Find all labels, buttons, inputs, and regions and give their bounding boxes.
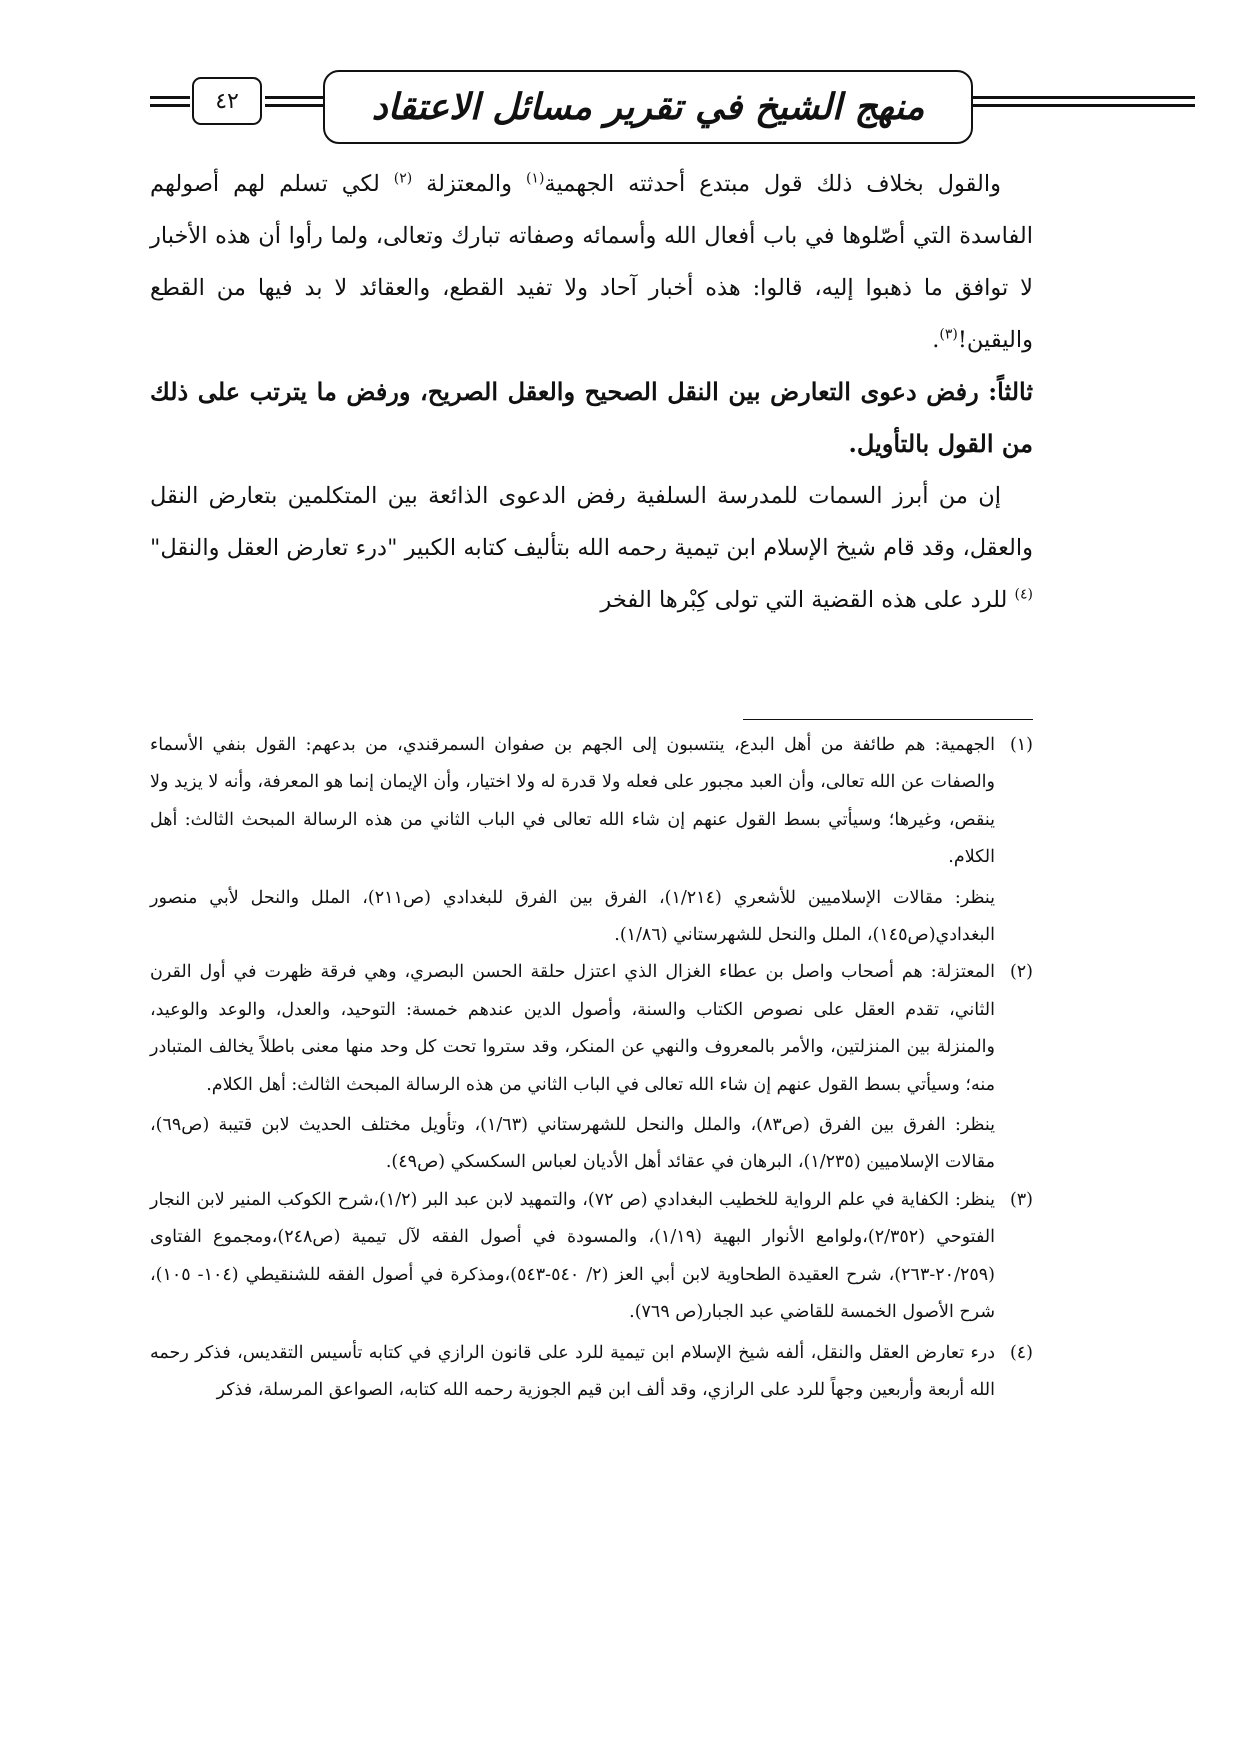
page-number: ٤٢: [192, 77, 262, 125]
header-rule: [973, 104, 1195, 107]
running-title: منهج الشيخ في تقرير مسائل الاعتقاد: [323, 70, 973, 144]
paragraph: إن من أبرز السمات للمدرسة السلفية رفض الدعوى الذائعة بين المتكلمين بتعارض النقل والعقل، وقد قام شيخ الإسلام ابن تيمية رحمه الله بتأليف كتابه الكبير "درء تعارض العقل والنقل"$^{(٤)}$ للرد على هذه القضية التي تولى كِبْرها الفخر: [150, 483, 1033, 613]
paragraph: والقول بخلاف ذلك قول مبتدع أحدثته الجهمية$^{(١)}$ والمعتزلة $^{(٢)}$ لكي تسلم لهم أصولهم الفاسدة التي أصّلوها في باب أفعال الله وأسمائه وصفاته تبارك وتعالى، ولما رأوا أن هذه الأخبار لا توافق ما ذهبوا إليه، قالوا: هذه أخبار آحاد ولا تفيد القطع، والعقائد لا بد فيها من القطع واليقين!$^{(٣)}$.: [150, 170, 1033, 353]
footnote-number: (١): [1009, 735, 1033, 755]
footnote-number: (٣): [1009, 1189, 1033, 1210]
footnote: [150, 1335, 1033, 1410]
header-rule: [973, 96, 1195, 99]
footnote-number: (٤): [1009, 1342, 1033, 1363]
footnote-text: المعتزلة: هم أصحاب واصل بن عطاء الغزال الذي اعتزل حلقة الحسن البصري، وهي فرقة ظهرت في أول القرن الثاني، تقدم العقل على نصوص الكتاب والسنة، وأصول الدين عندهم خمسة: التوحيد، والعدل، والوعد والوعيد، والمنزلة بين المنزلتين، والأمر بالمعروف والنهي عن المنكر، وقد ستروا تحت كل وحد منها معنى باطلاً يخالف المتبادر منه؛ وسيأتي بسط القول عنهم إن شاء الله تعالى في الباب الثاني من هذه الرسالة المبحث الثالث: أهل الكلام.: [150, 962, 995, 1095]
footnote-text: ينظر: مقالات الإسلاميين للأشعري (١/٢١٤)، الفرق بين الفرق للبغدادي (ص٢١١)، الملل والنحل لأبي منصور البغدادي(ص١٤٥)، الملل والنحل للشهرستاني (١/٨٦).: [150, 887, 995, 946]
footnote-number: (٢): [1009, 962, 1033, 983]
header-rule: [265, 96, 323, 99]
footnote: [150, 1182, 1033, 1332]
main-text: [150, 158, 1033, 626]
footnote-ref[interactable]: (٢): [393, 170, 413, 187]
footnote-ref[interactable]: (٣): [939, 326, 958, 343]
footnote-text: ينظر: الفرق بين الفرق (ص٨٣)، والملل والنحل للشهرستاني (١/٦٣)، وتأويل مختلف الحديث لابن قتيبة (ص٦٩)، مقالات الإسلاميين (١/٢٣٥)، البرهان في عقائد أهل الأديان لعباس السكسكي (ص٤٩).: [150, 1115, 996, 1173]
footnote-text: الجهمية: هم طائفة من أهل البدع، ينتسبون إلى الجهم بن صفوان السمرقندي، من بدعهم: القول بنفي الأسماء والصفات عن الله تعالى، وأن العبد مجبور على فعله ولا قدرة له ولا اختيار، وأن الإيمان إنما هو المعرفة، وأنه لا يزيد ولا ينقص، وغيرها؛ وسيأتي بسط القول عنهم إن شاء الله تعالى في الباب الثاني من هذه الرسالة المبحث الثالث: أهل الكلام.: [150, 735, 995, 868]
footnote: [150, 727, 1033, 954]
header-rule: [150, 104, 190, 107]
header-rule: [265, 104, 323, 107]
footnote-text: درء تعارض العقل والنقل، ألفه شيخ الإسلام ابن تيمية للرد على قانون الرازي في كتابه تأسيس التقديس، فذكر رحمه الله أربعة وأربعين وجهاً للرد على الرازي، وقد ألف ابن قيم الجوزية رحمه الله كتابه، الصواعق المرسلة، فذكر: [150, 1342, 995, 1400]
footnote: [150, 954, 1033, 1181]
footnote-text: ينظر: الكفاية في علم الرواية للخطيب البغدادي (ص ٧٢)، والتمهيد لابن عبد البر (١/٢)،شرح الكوكب المنير لابن النجار الفتوحي (٢/٣٥٢)،ولوامع الأنوار البهية (١/١٩)، والمسودة في أصول الفقه لآل تيمية (ص٢٤٨)،ومجموع الفتاوى (٢٠/٢٥٩-٢٦٣)، شرح العقيدة الطحاوية لابن أبي العز (٢/ ٥٤٠-٥٤٣)،ومذكرة في أصول الفقه للشنقيطي (١٠٤- ١٠٥)، شرح الأصول الخمسة للقاضي عبد الجبار(ص ٧٦٩).: [150, 1189, 996, 1323]
footnote-ref[interactable]: (١): [525, 170, 545, 187]
footnote-separator: [743, 719, 1033, 720]
footnote-ref[interactable]: (٤): [1014, 586, 1033, 603]
page-header: [150, 70, 1195, 144]
footnotes: [150, 727, 1033, 1409]
section-heading: ثالثاً: رفض دعوى التعارض بين النقل الصحيح والعقل الصريح، ورفض ما يترتب على ذلك من القول بالتأويل.: [150, 377, 1033, 458]
header-rule: [150, 96, 190, 99]
